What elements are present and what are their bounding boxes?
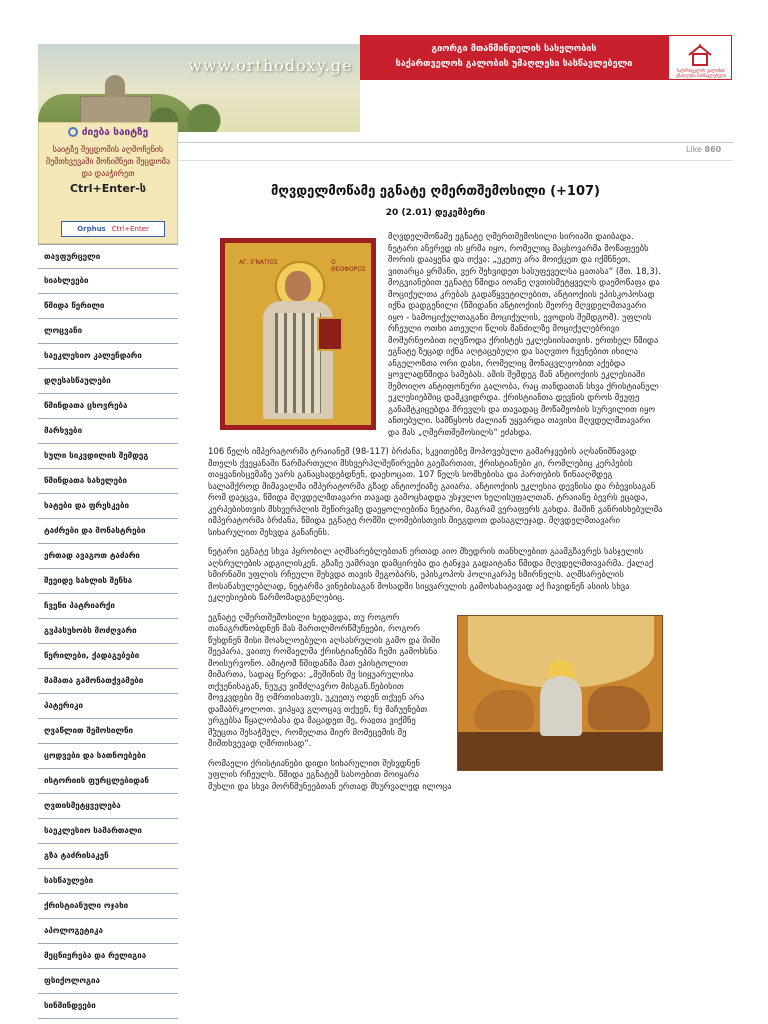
logo-caption: საქართველოს გალობის უმაღლესი სასწავლებელი [675,68,727,78]
like-count: 860 [704,145,722,154]
orphus-badge[interactable] [61,221,165,237]
sidebar-item[interactable]: წმიდა წერილი [38,294,178,319]
top-divider-lower [178,160,733,161]
magnifier-icon [68,127,78,137]
lion-left-shape [474,690,534,730]
search-title: ძიება საიტზე [81,127,149,138]
sidebar-item[interactable]: ღვაწლით შემოსილნი [38,719,178,744]
sidebar-item[interactable]: ჩვენი პატრიარქი [38,594,178,619]
sidebar-item[interactable]: მამათა გამონათქვამები [38,669,178,694]
house-logo-icon [687,44,713,66]
saint-figure-shape [540,676,582,736]
sidebar-item[interactable]: აპოლოგეტიკა [38,919,178,944]
article-paragraph: რომაელი ქრისტიანები დიდი სიხარულით შეხვდნენ უფლის რჩეულს. წმიდა ეგნატემ სასოებით მოიყარა მუხლი და სხვა მორწმუნეებთან ერთად მხურვალედ ილოცა [208,758,452,792]
sidebar-item[interactable]: მარხვები [38,419,178,444]
org-logo[interactable] [668,35,732,80]
arena-floor-shape [458,732,663,771]
site-url[interactable]: www.orthodoxy.ge [188,56,353,75]
sidebar-item[interactable]: წმინდათა სახელები [38,469,178,494]
icon-inscription-right: Ο ΘΕΟΦΟΡΟΣ [331,259,366,273]
article-paragraph: 106 წელს იმპერატორმა ტრაიანემ (98-117) ბრძანა, სკვითებზე მოპოვებული გამარჯვების აღსანიშნავად მთელს ქვეყანაში წარმართული მსხვერპლშეწირვები გაემართათ, ქრისტიანები კი, რომლებიც კერპების თაყვანისცემაზე უარს განაცხადებდნენ, დაეხოცათ. 107 წელს სომხებისა და პართების წინააღმდეგ სალაშქროდ მიმავალმა იმპერატორმა გზად ანტიოქიაზე გაიარა. ანტიოქიის ეკლესია დევნისა და რბევისაგან რომ დაეცვა, წმიდა მღვდელმთავარი თავად გამოცხადდა უსჯულო ხელისუფალთან. ტრაიანე ბევრს ეცადა, კერპებისთვის მსხვერპლის შეწირვაზე დაეყოლიებინა ნეტარი, მაგრამ ვერაფერს გახდა. მაშინ განრისხებულმა იმპერატორმა ბრძანა, წმიდა ეგნატე რომში ლომებისთვის მიეგდოთ დასაგლეჯად. მღვდელმთავარი სიხარულით შეხვდა განაჩენს. [208,447,663,538]
omophorion-shape [275,313,321,413]
org-name-banner[interactable] [360,35,668,80]
article-date: 20 (2.01) დეკემბერი [385,208,486,218]
org-name-line1: გიორგი მთაწმინდელის სახელობის [431,44,597,54]
sidebar-item[interactable]: შეეიდე სახლის შენსა [38,569,178,594]
org-name-line2: საქართველოს გალობის უმაღლესი სასწავლებელი [395,59,633,69]
error-report-message: საიტზე შეცდომის აღმოჩენის შემთხვევაში მონიშნეთ შეცდომა და დააჭირეთ [45,145,171,178]
sidebar-item[interactable]: წმინდათა ცხოვრება [38,394,178,419]
sidebar-item[interactable]: მეცნიერება და რელიგია [38,944,178,969]
gospel-book-shape [317,317,343,351]
sidebar-item[interactable]: სინმინდეები [38,994,178,1019]
sidebar-item[interactable]: საეკლესიო კალენდარი [38,344,178,369]
sidebar-item[interactable]: ტაძრები და მონასტრები [38,519,178,544]
sidebar-item[interactable]: საეკლესიო სამართალი [38,819,178,844]
face-shape [285,271,311,301]
saint-icon-image [220,238,376,430]
error-report-shortcut: Ctrl+Enter-ს [69,182,147,195]
sidebar-item[interactable]: ქრისტიანული ოჯახი [38,894,178,919]
sidebar-item[interactable]: პატერიკი [38,694,178,719]
sidebar-item[interactable]: დღესასწაულები [38,369,178,394]
sidebar-item[interactable]: ფსიქოლოგია [38,969,178,994]
like-label: Like [686,145,702,154]
sidebar-item[interactable]: ხატები და ფრესკები [38,494,178,519]
sidebar-item[interactable]: თავფურცელი [38,244,178,269]
sidebar-item[interactable]: გზა ტაძრისაკენ [38,844,178,869]
article-paragraph: მღვდელმოწამე ეგნატე ღმერთშემოსილი სირიაში დაიბადა. ნეტარი ანერედ ის ყრმა იყო, რომელიც მაცხოვარმა მოწაფეებს შორის დააყენა და თქვა: „უკეთუ არა მოიქცეთ და იქმნნეთ, ვითარცა ყრმანი, ვერ შეხვიდეთ სასუფეველსა ცათასა“ (მთ. 18,3). მოგვიანებით ეგნატე წმიდა იოანე ღვთისმეტყველს დაემოწაფა და მოციქულთა კრებას გადაწყვეტილებით, ანტიოქიის ეპისკოპოსად იქნა დადგენილი (წმიდანი ანტიოქიის მეორე მღვდელმთავარი იყო - სამოციქულთაგანი მოციქულის, ევოდის შემდგომ). უფლის რჩეული ოთხი ათეული წლის მანძილზე მოციქულებრივი მოშურნეობით იღვწოდა ქრისტეს ეკლესიისათვის. ერთხელ წმიდა ეგნატე ზეცად იქნა აღტაცებული და საღვთო ჩვენებით იხილა ანგელოზთა ორი დასი, რომელიც მონაცვლეობით აქებდა ყოვლადწმიდა სამებას. ამის შემდეგ მან ანტიოქიის ეკლესიაში შემოიღო ანტიფონური გალობა, რაც თანდათან სხვა ქრისტიანულ ეკლესიებშიც დამკვიდრდა. ქრისტიანთა დევნის დროს მეუფე განამტკიცებდა მრევლს და თავადაც მოწამეობის სურვილით იყო ანთებული. სამწყსოს ძალიან უყვარდა თავისი მღვდელმთავარი და მას „ღმერთშემოსილს“ ეძახდა. [388,232,661,438]
article [208,178,663,801]
sidebar-item[interactable]: გვპასუხობს მოძღვარი [38,619,178,644]
article-body [208,232,663,793]
like-button[interactable] [686,145,721,154]
header-banner[interactable] [38,44,360,132]
top-divider [178,142,733,143]
article-title: მღვდელმოწამე ეგნატე ღმერთშემოსილი (+107) [270,184,601,199]
sidebar-nav [38,244,178,1019]
sidebar-item[interactable]: ისტორიის ფურცლებიდან [38,769,178,794]
sidebar-item[interactable]: ღვთისმეტყველება [38,794,178,819]
lion-right-shape [588,686,650,730]
sidebar-item[interactable]: სული სიკვდილის შემდეგ [38,444,178,469]
orphus-brand: Orphus [77,225,106,233]
orphus-keys: Ctrl+Enter [111,225,149,233]
sidebar-item[interactable]: სასწაულები [38,869,178,894]
sidebar-item[interactable]: ცოდვები და სათნოებები [38,744,178,769]
sidebar-item[interactable]: ერთად ავაგოთ ტაძარი [38,544,178,569]
sidebar-item[interactable]: წერილები, ქადაგებები [38,644,178,669]
search-panel [38,122,178,244]
icon-inscription-left: ΑΓ. ΙΓΝΑΤΙΟΣ [239,259,278,266]
article-paragraph: ეგნატე ღმერთშემოსილი ხედავდა, თუ როგორ თანაგრძნობდნენ მას მართლმორწმუნეები, როგორ წუხდნენ მისი მოახლოებული აღსასრულის გამო და შიში შეეპარა, ვაითუ რომაელმა ქრისტიანებმა ჩემი გამოხსნა მოისურვონო. ამიტომ წმიდანმა მათ ეპისტოლით მიმართა, სადაც წერდა: „მეშინის მე სიყუარულისა თქუენისაგან, ნუუკუ ვიმძლავრო მისგან.წებისით მოვკვდები მე ღმრთისათჳს, უკუეთუ ოდენ თქუენ არა დამაბრკოლოთ. ვიპყავ გლოცავ თქუენ, ნუ მაჩუენებთ ურგებსა წყალობასა და მაცადეთ მე, რაჲთა ვიქმნე მჴეცთა შესაჭმელ, რომელთა მიერ მომეცემის მე მიმთხვევად ღმრთისად“. [208,612,441,749]
martyrdom-icon-image [457,615,663,771]
article-paragraph: ნეტარი ეგნატე სხვა პყრობილ აღმსარებლებთან ერთად აიო მხედრის თანხლებით გაამგზავრეს სასჯელის აღსრულების ადგილისკენ. გზაზე უამრავი დამცირება და ტანჯვა გადაიტანა წმიდა მღვდელმთავარმა. ქალაქ სმირნაში უფლის რჩეული შეხვდა თავის მეგობარს, ეპისკოპოს პოლიკარპე სმირნელს. აღმსარებლის მოსანახულებლად, ნეტარმა ვინებისაგან მოსადში სიყვარულის გამოსახატავად აქ ჩავიდნენ ასიის სხვა ეკლესიების წარმომადგენლებიც. [208,547,654,603]
search-link[interactable] [39,127,177,138]
sidebar-item[interactable]: ლოცვანი [38,319,178,344]
sidebar-item[interactable]: სიახლეები [38,269,178,294]
